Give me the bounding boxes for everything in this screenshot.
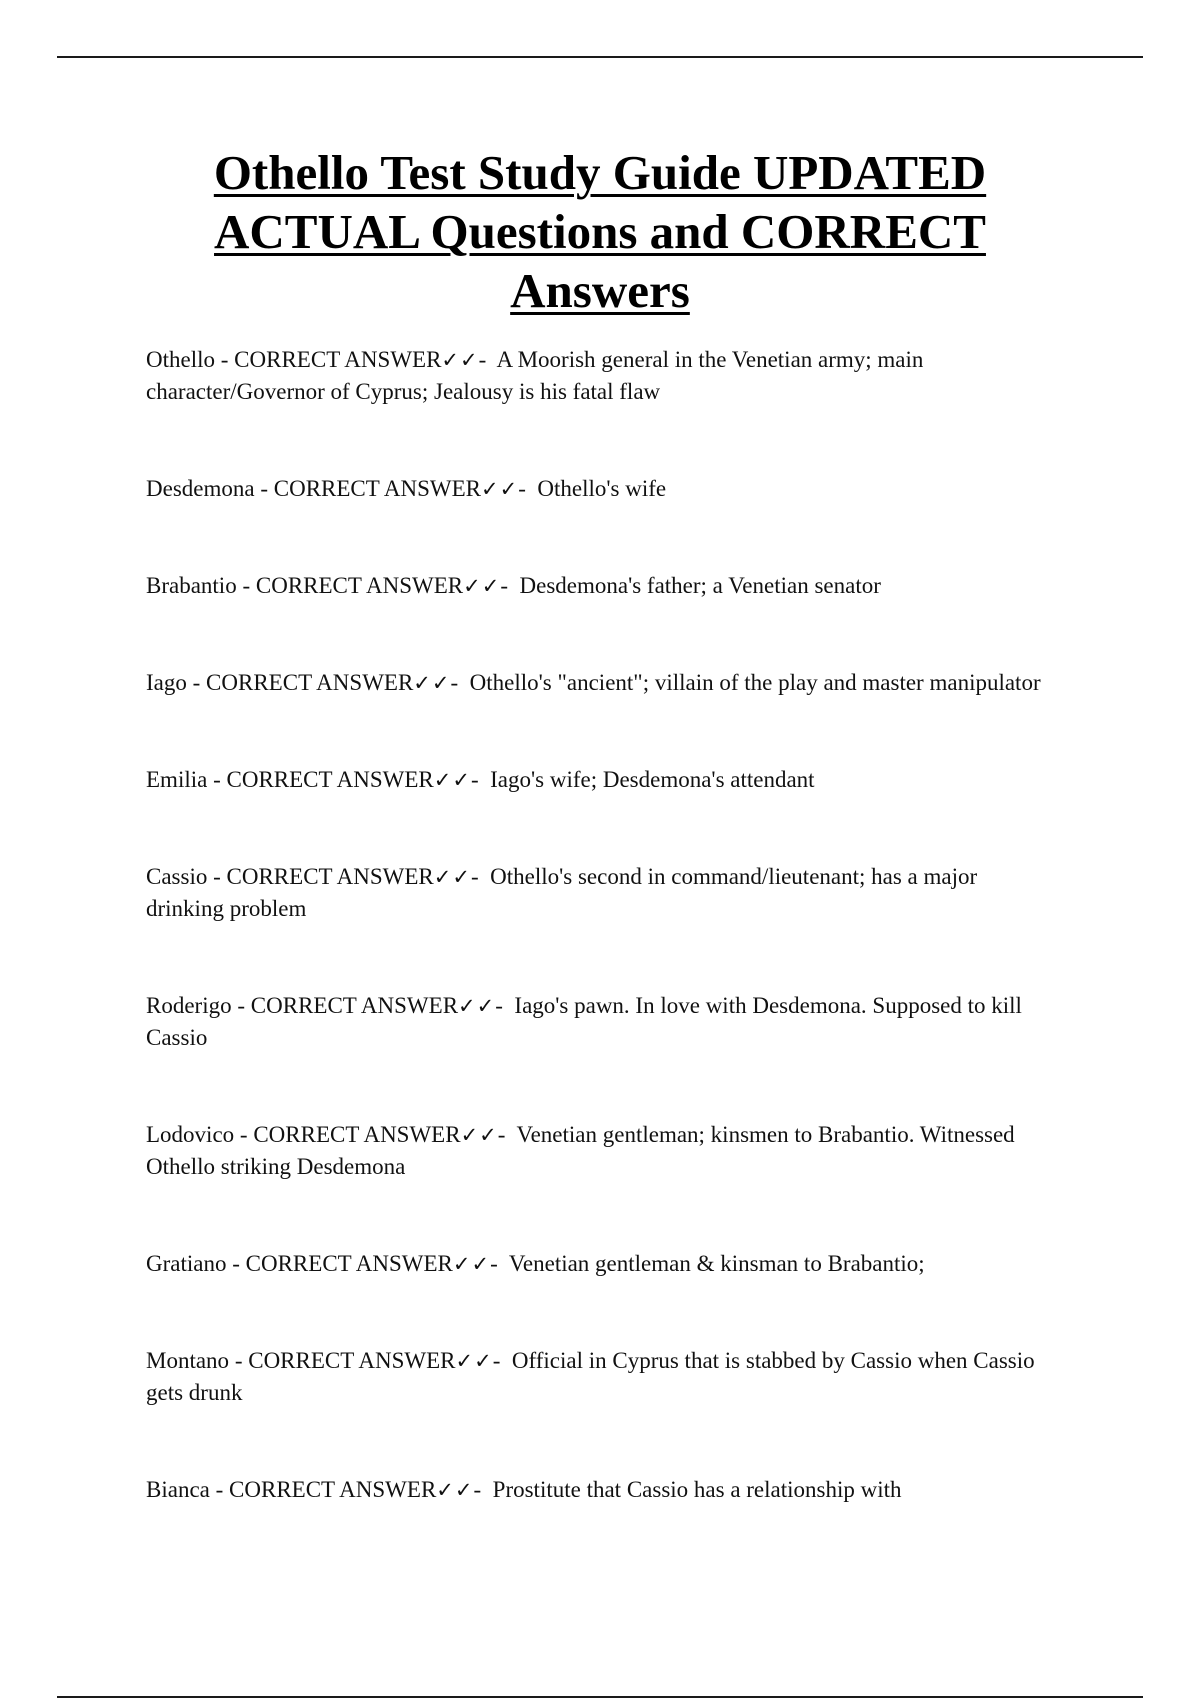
answer-marker: CORRECT ANSWER (245, 1251, 453, 1276)
entry-montano: Montano - CORRECT ANSWER✓✓- Official in Cyprus that is stabbed by Cassio when Cassio gets drunk (146, 1348, 1035, 1405)
double-check-icon: ✓✓ (413, 671, 451, 695)
double-check-icon: ✓✓ (452, 1252, 491, 1276)
entry-term: Desdemona (146, 476, 255, 501)
double-check-icon: ✓✓ (441, 348, 479, 372)
bottom-rule (57, 1696, 1143, 1698)
entry-term: Roderigo (146, 993, 232, 1018)
entry-term: Lodovico (146, 1122, 235, 1147)
entry-gratiano: Gratiano - CORRECT ANSWER✓✓- Venetian gentleman & kinsman to Brabantio; (146, 1251, 925, 1276)
answer-marker: CORRECT ANSWER (226, 864, 434, 889)
top-rule (57, 56, 1143, 58)
answer-marker: CORRECT ANSWER (226, 767, 434, 792)
double-check-icon: ✓✓ (433, 768, 471, 792)
entry-desdemona: Desdemona - CORRECT ANSWER✓✓- Othello's wife (146, 476, 667, 501)
entry-definition: A Moorish general in the Venetian army; main character/Governor of Cyprus; Jealousy is his fatal flaw (146, 347, 924, 404)
answer-marker: CORRECT ANSWER (253, 1122, 461, 1147)
entry-bianca: Bianca - CORRECT ANSWER✓✓- Prostitute that Cassio has a relationship with (146, 1477, 902, 1502)
answer-marker: CORRECT ANSWER (273, 476, 481, 501)
entry-definition: Othello's "ancient"; villain of the play and master manipulator (469, 670, 1041, 695)
entry-term: Emilia (146, 767, 208, 792)
entry-definition: Othello's second in command/lieutenant; has a major drinking problem (146, 864, 978, 921)
entry-definition: Official in Cyprus that is stabbed by Cassio when Cassio gets drunk (146, 1348, 1035, 1405)
entry-iago: Iago - CORRECT ANSWER✓✓- Othello's "ancient"; villain of the play and master manipulator (146, 670, 1041, 695)
entry-term: Gratiano (146, 1251, 227, 1276)
entry-term: Montano (146, 1348, 230, 1373)
answer-marker: CORRECT ANSWER (229, 1477, 437, 1502)
entry-lodovico: Lodovico - CORRECT ANSWER✓✓- Venetian gentleman; kinsmen to Brabantio. Witnessed Othello striking Desdemona (146, 1122, 1015, 1179)
entry-definition: Iago's pawn. In love with Desdemona. Supposed to kill Cassio (146, 993, 1022, 1050)
double-check-icon: ✓✓ (458, 994, 496, 1018)
entry-definition: Venetian gentleman; kinsmen to Brabantio. Witnessed Othello striking Desdemona (146, 1122, 1015, 1179)
double-check-icon: ✓✓ (436, 1478, 474, 1502)
entry-definition: Othello's wife (537, 476, 667, 501)
double-check-icon: ✓✓ (481, 477, 519, 501)
entry-term: Brabantio (146, 573, 237, 598)
double-check-icon: ✓✓ (433, 865, 471, 889)
entry-definition: Desdemona's father; a Venetian senator (519, 573, 881, 598)
answer-marker: CORRECT ANSWER (255, 573, 464, 598)
double-check-icon: ✓✓ (460, 1123, 498, 1147)
answer-marker: CORRECT ANSWER (234, 347, 442, 372)
double-check-icon: ✓✓ (463, 574, 501, 598)
entry-list (146, 344, 1046, 1506)
entry-term: Cassio (146, 864, 208, 889)
entry-emilia: Emilia - CORRECT ANSWER✓✓- Iago's wife; Desdemona's attendant (146, 767, 815, 792)
entry-term: Othello (146, 347, 215, 372)
answer-marker: CORRECT ANSWER (248, 1348, 456, 1373)
entry-cassio: Cassio - CORRECT ANSWER✓✓- Othello's second in command/lieutenant; has a major drinking problem (146, 864, 978, 921)
entry-definition: Iago's wife; Desdemona's attendant (490, 767, 815, 792)
entry-definition: Prostitute that Cassio has a relationship with (492, 1477, 902, 1502)
entry-brabantio: Brabantio - CORRECT ANSWER✓✓- Desdemona's father; a Venetian senator (146, 573, 881, 598)
entry-definition: Venetian gentleman & kinsman to Brabantio; (508, 1251, 925, 1276)
answer-marker: CORRECT ANSWER (206, 670, 414, 695)
answer-marker: CORRECT ANSWER (250, 993, 459, 1018)
entry-othello: Othello - CORRECT ANSWER✓✓- A Moorish general in the Venetian army; main character/Governor of Cyprus; Jealousy is his fatal flaw (146, 347, 924, 404)
double-check-icon: ✓✓ (455, 1349, 493, 1373)
entry-term: Iago (146, 670, 187, 695)
entry-term: Bianca (146, 1477, 210, 1502)
entry-roderigo: Roderigo - CORRECT ANSWER✓✓- Iago's pawn. In love with Desdemona. Supposed to kill Cassio (146, 993, 1022, 1050)
page-title: Othello Test Study Guide UPDATED ACTUAL Questions and CORRECT Answers (213, 145, 987, 318)
